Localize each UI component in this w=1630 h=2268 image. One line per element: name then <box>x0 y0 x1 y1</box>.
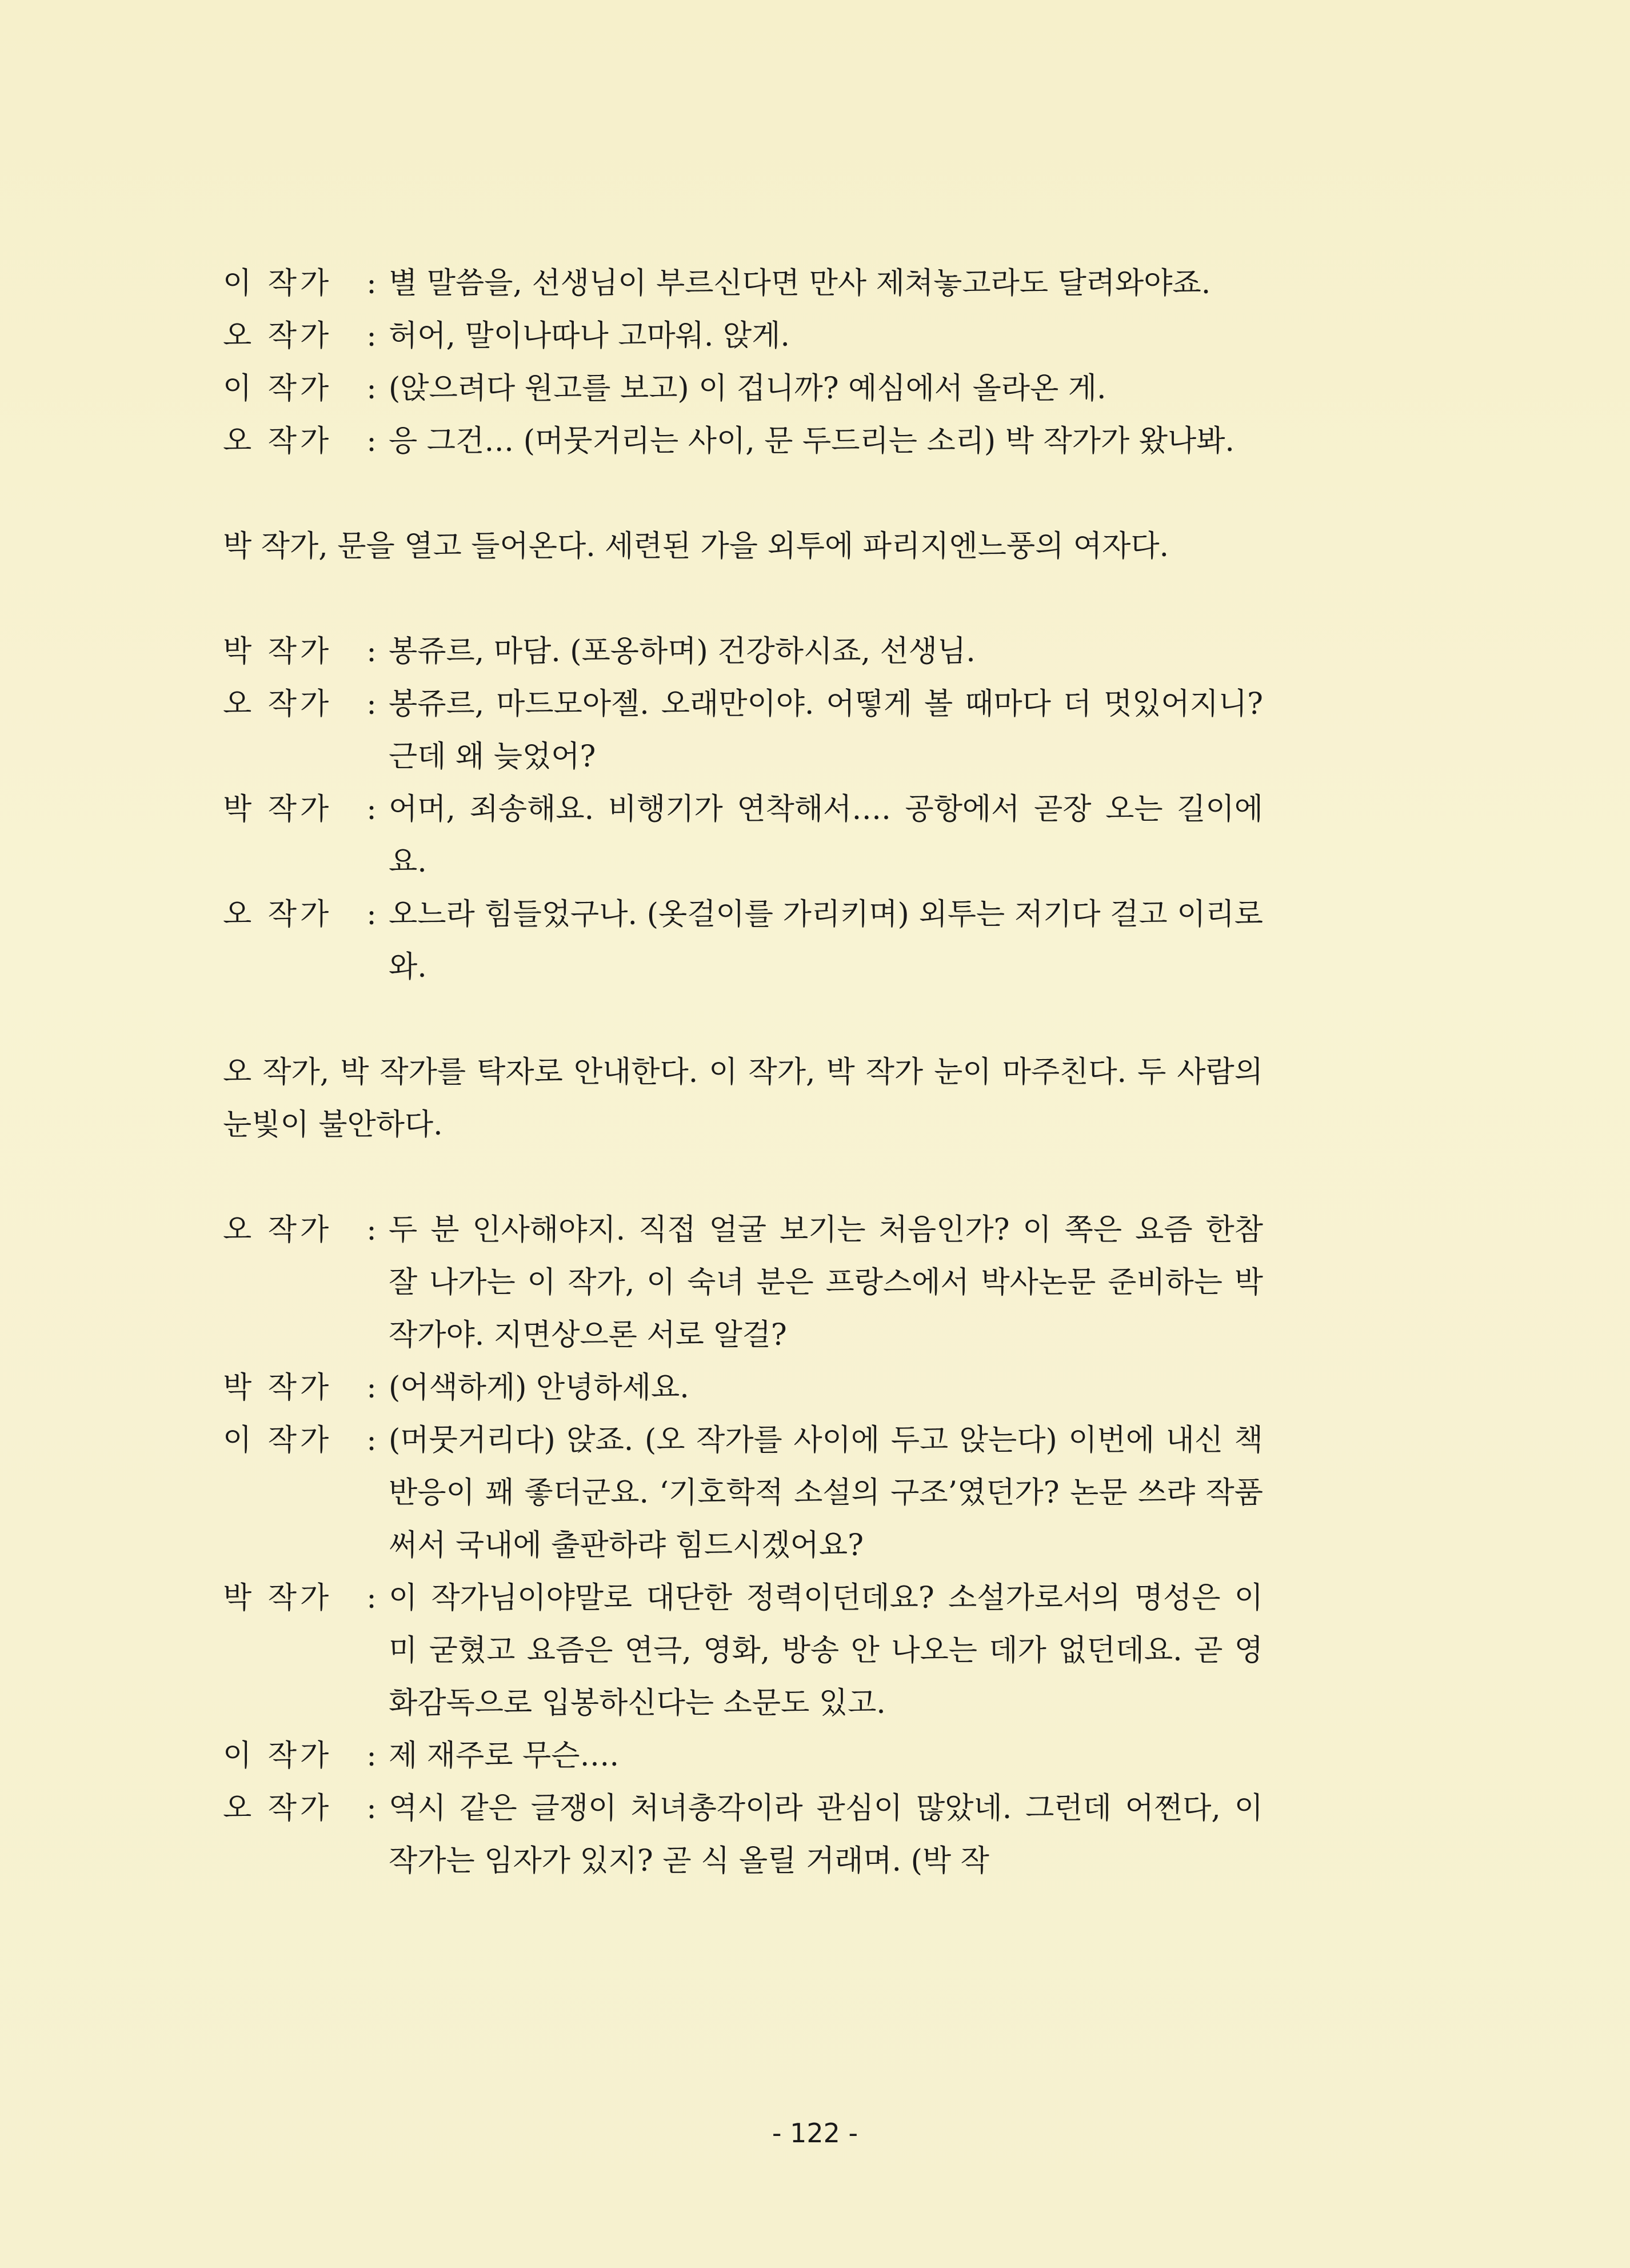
speaker-name: 오 작가 <box>223 1791 333 1826</box>
dialogue-line <box>223 1730 1263 1782</box>
speaker-name: 오 작가 <box>223 424 333 458</box>
colon: : <box>366 424 377 458</box>
spacer <box>223 573 1263 625</box>
dialogue-line <box>223 310 1263 362</box>
stage-direction: 박 작가, 문을 열고 들어온다. 세련된 가을 외투에 파리지엔느풍의 여자다. <box>223 529 1169 564</box>
dialogue-line <box>223 1414 1263 1572</box>
speaker-name: 이 작가 <box>223 1423 333 1458</box>
spacer <box>223 993 1263 1046</box>
dialogue-line <box>223 362 1263 415</box>
dialogue-text: 허어, 말이나따나 고마워. 앉게. <box>389 319 790 353</box>
dialogue-text: 이 작가님이야말로 대단한 정력이던데요? 소설가로서의 명성은 이미 굳혔고 요즘은 연극, 영화, 방송 안 나오는 데가 없던데요. 곧 영화감독으로 입봉하신다는 소문도 있고. <box>389 1581 1263 1720</box>
dialogue-text: 역시 같은 글쟁이 처녀총각이라 관심이 많았네. 그런데 어쩐다, 이 작가는 임자가 있지? 곧 식 올릴 거래며. (박 작 <box>389 1791 1263 1878</box>
dialogue-line <box>223 1782 1263 1887</box>
colon: : <box>366 687 377 721</box>
speaker-name: 오 작가 <box>223 319 333 353</box>
dialogue-text: (어색하게) 안녕하세요. <box>389 1371 689 1405</box>
speaker-name: 박 작가 <box>223 792 333 826</box>
dialogue-text: 봉쥬르, 마담. (포옹하며) 건강하시죠, 선생님. <box>389 634 976 669</box>
dialogue-text: 제 재주로 무슨…. <box>389 1739 619 1773</box>
speaker-name: 오 작가 <box>223 687 333 721</box>
dialogue-line <box>223 625 1263 678</box>
dialogue-line <box>223 1572 1263 1730</box>
speaker-name: 박 작가 <box>223 1371 333 1405</box>
colon: : <box>366 1371 377 1405</box>
stage-direction: 오 작가, 박 작가를 탁자로 안내한다. 이 작가, 박 작가 눈이 마주친다. 두 사람의 눈빛이 불안하다. <box>223 1055 1263 1142</box>
spacer <box>223 1151 1263 1204</box>
dialogue-text: 봉쥬르, 마드모아젤. 오래만이야. 어떻게 볼 때마다 더 멋있어지니? 근데 왜 늦었어? <box>389 687 1263 774</box>
speaker-name: 박 작가 <box>223 634 333 669</box>
colon: : <box>366 634 377 669</box>
speaker-name: 오 작가 <box>223 1213 333 1247</box>
colon: : <box>366 1739 377 1773</box>
dialogue-text: 어머, 죄송해요. 비행기가 연착해서…. 공항에서 곧장 오는 길이에요. <box>389 792 1263 879</box>
dialogue-line <box>223 888 1263 993</box>
dialogue-text: 별 말씀을, 선생님이 부르신다면 만사 제쳐놓고라도 달려와야죠. <box>389 266 1211 301</box>
dialogue-line <box>223 415 1263 468</box>
colon: : <box>366 1213 377 1247</box>
colon: : <box>366 897 377 932</box>
colon: : <box>366 319 377 353</box>
dialogue-text: 두 분 인사해야지. 직접 얼굴 보기는 처음인가? 이 쪽은 요즘 한참 잘 나가는 이 작가, 이 숙녀 분은 프랑스에서 박사논문 준비하는 박 작가야. 지면상으론 서로 알걸? <box>389 1213 1263 1352</box>
dialogue-line <box>223 1361 1263 1414</box>
colon: : <box>366 1581 377 1615</box>
dialogue-text: (머뭇거리다) 앉죠. (오 작가를 사이에 두고 앉는다) 이번에 내신 책 반응이 꽤 좋더군요. ‘기호학적 소설의 구조’였던가? 논문 쓰랴 작품 써서 국내에 출판하랴 힘드시겠어요? <box>389 1423 1263 1563</box>
colon: : <box>366 1791 377 1826</box>
dialogue-line <box>223 1204 1263 1361</box>
speaker-name: 오 작가 <box>223 897 333 932</box>
dialogue-text: (앉으려다 원고를 보고) 이 겁니까? 예심에서 올라온 게. <box>389 372 1106 406</box>
spacer <box>223 468 1263 520</box>
colon: : <box>366 792 377 826</box>
speaker-name: 박 작가 <box>223 1581 333 1615</box>
speaker-name: 이 작가 <box>223 372 333 406</box>
colon: : <box>366 266 377 301</box>
speaker-name: 이 작가 <box>223 266 333 301</box>
page-number: - 122 - <box>772 2118 858 2149</box>
dialogue-line <box>223 678 1263 783</box>
colon: : <box>366 1423 377 1458</box>
dialogue-text: 오느라 힘들었구나. (옷걸이를 가리키며) 외투는 저기다 걸고 이리로 와. <box>389 897 1263 984</box>
colon: : <box>366 372 377 406</box>
speaker-name: 이 작가 <box>223 1739 333 1773</box>
dialogue-line <box>223 257 1263 310</box>
script-body <box>223 257 1263 1887</box>
dialogue-text: 응 그건… (머뭇거리는 사이, 문 두드리는 소리) 박 작가가 왔나봐. <box>389 424 1235 458</box>
dialogue-line <box>223 783 1263 888</box>
